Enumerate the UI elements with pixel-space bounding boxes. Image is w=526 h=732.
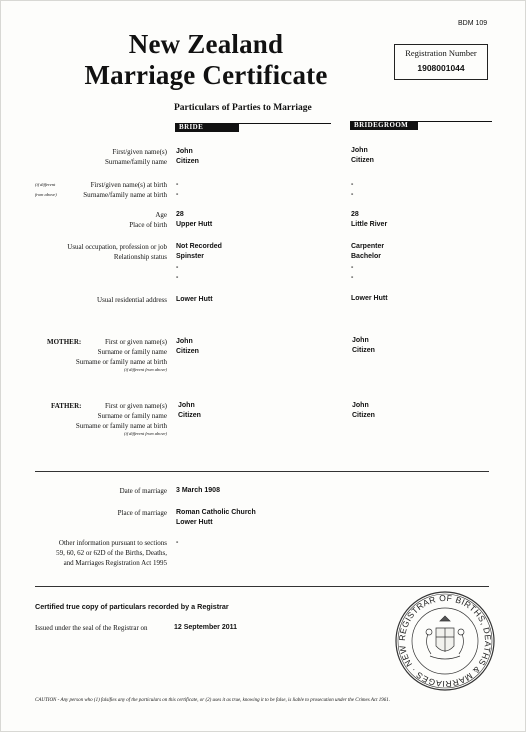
caution-notice: CAUTION - Any person who (1) falsifies any of the particulars on this certificate, or (2) uses it as true, knowing it to be false, is liable to prosecution under the Crimes Act 1961. xyxy=(35,698,391,703)
label-other-info-1: Other information pursuant to sections xyxy=(58,539,167,547)
issued-label: Issued under the seal of the Registrar on xyxy=(35,624,148,632)
certificate-title xyxy=(61,29,351,91)
marriage-date: 3 March 1908 xyxy=(176,487,220,494)
label-other-info-2: 59, 60, 62 or 62D of the Births, Deaths, xyxy=(56,549,167,557)
bride-first-birth: - xyxy=(176,181,179,188)
label-father-first: First or given name(s) xyxy=(104,402,167,410)
bride-header: BRIDE xyxy=(175,123,239,132)
groom-extra-1: - xyxy=(351,264,354,271)
groom-extra-2: - xyxy=(351,274,354,281)
label-mother-surname-birth: Surname or family name at birth xyxy=(75,358,167,366)
divider-1 xyxy=(35,471,489,472)
label-date-of-marriage: Date of marriage xyxy=(119,487,167,495)
bride-extra-2: - xyxy=(176,274,179,281)
bridegroom-header: BRIDEGROOM xyxy=(350,121,418,130)
other-info-value: - xyxy=(176,539,179,546)
bride-status: Spinster xyxy=(176,253,205,260)
label-place-of-birth: Place of birth xyxy=(129,221,167,229)
seal-icon xyxy=(394,590,496,692)
registration-number: 1908001044 xyxy=(417,63,465,73)
bride-father-first: John xyxy=(178,402,195,409)
registration-box xyxy=(394,44,488,80)
groom-mother-surname: Citizen xyxy=(352,347,375,354)
bride-residence: Lower Hutt xyxy=(176,296,213,303)
label-place-of-marriage: Place of marriage xyxy=(117,509,167,517)
groom-birthplace: Little River xyxy=(351,221,388,228)
groom-surname-birth: - xyxy=(351,191,354,198)
groom-father-first: John xyxy=(352,402,369,409)
label-father-if-diff: (if different from above) xyxy=(123,431,167,436)
groom-age: 28 xyxy=(351,211,359,218)
label-mother: MOTHER: xyxy=(47,338,82,346)
label-occupation: Usual occupation, profession or job xyxy=(67,243,167,251)
label-from-above: from above) xyxy=(35,192,57,197)
bride-age: 28 xyxy=(176,211,184,218)
label-father-surname-birth: Surname or family name at birth xyxy=(75,422,167,430)
title-line-1: New Zealand xyxy=(128,29,284,59)
label-mother-if-diff: (if different from above) xyxy=(123,367,167,372)
label-surname-at-birth: Surname/family name at birth xyxy=(83,191,167,199)
bride-occupation: Not Recorded xyxy=(176,243,222,250)
groom-status: Bachelor xyxy=(351,253,381,260)
label-relationship: Relationship status xyxy=(113,253,167,261)
label-father: FATHER: xyxy=(51,402,82,410)
registration-label: Registration Number xyxy=(405,48,477,58)
issued-date: 12 September 2011 xyxy=(174,624,238,631)
label-first-names: First/given name(s) xyxy=(112,148,167,156)
registrar-seal xyxy=(394,590,496,697)
label-mother-first: First or given name(s) xyxy=(104,338,167,346)
label-other-info-3: and Marriages Registration Act 1995 xyxy=(63,559,167,567)
bride-birthplace: Upper Hutt xyxy=(176,221,213,228)
marriage-place-line-1: Roman Catholic Church xyxy=(176,509,256,516)
groom-residence: Lower Hutt xyxy=(351,295,388,302)
bride-mother-first: John xyxy=(176,338,193,345)
bride-surname: Citizen xyxy=(176,158,199,165)
label-surname: Surname/family name xyxy=(104,158,167,166)
groom-occupation: Carpenter xyxy=(351,243,385,250)
bride-extra-1: - xyxy=(176,264,179,271)
groom-surname: Citizen xyxy=(351,157,374,164)
bridegroom-header-line xyxy=(418,121,492,122)
groom-father-surname: Citizen xyxy=(352,412,375,419)
label-father-surname: Surname or family name xyxy=(97,412,167,420)
groom-mother-first: John xyxy=(352,337,369,344)
label-age: Age xyxy=(155,211,167,219)
label-first-at-birth: First/given name(s) at birth xyxy=(90,181,167,189)
bride-header-line xyxy=(239,123,331,124)
groom-first-birth: - xyxy=(351,181,354,188)
bride-first-name: John xyxy=(176,148,193,155)
form-code: BDM 109 xyxy=(458,20,488,27)
label-mother-surname: Surname or family name xyxy=(97,348,167,356)
particulars-heading: Particulars of Parties to Marriage xyxy=(174,103,312,113)
bride-mother-surname: Citizen xyxy=(176,348,199,355)
label-residence: Usual residential address xyxy=(97,296,167,304)
marriage-place-line-2: Lower Hutt xyxy=(176,519,213,526)
certified-statement: Certified true copy of particulars recorded by a Registrar xyxy=(35,602,229,611)
label-if-different: (if different xyxy=(35,182,56,187)
title-line-2: Marriage Certificate xyxy=(84,60,328,90)
divider-2 xyxy=(35,586,489,587)
bride-father-surname: Citizen xyxy=(178,412,201,419)
bride-surname-birth: - xyxy=(176,191,179,198)
svg-text:REGISTRAR OF BIRTHS, DEATHS &: REGISTRAR OF BIRTHS, DEATHS & MARRIAGES · NEW xyxy=(396,592,494,690)
groom-first-name: John xyxy=(351,147,368,154)
